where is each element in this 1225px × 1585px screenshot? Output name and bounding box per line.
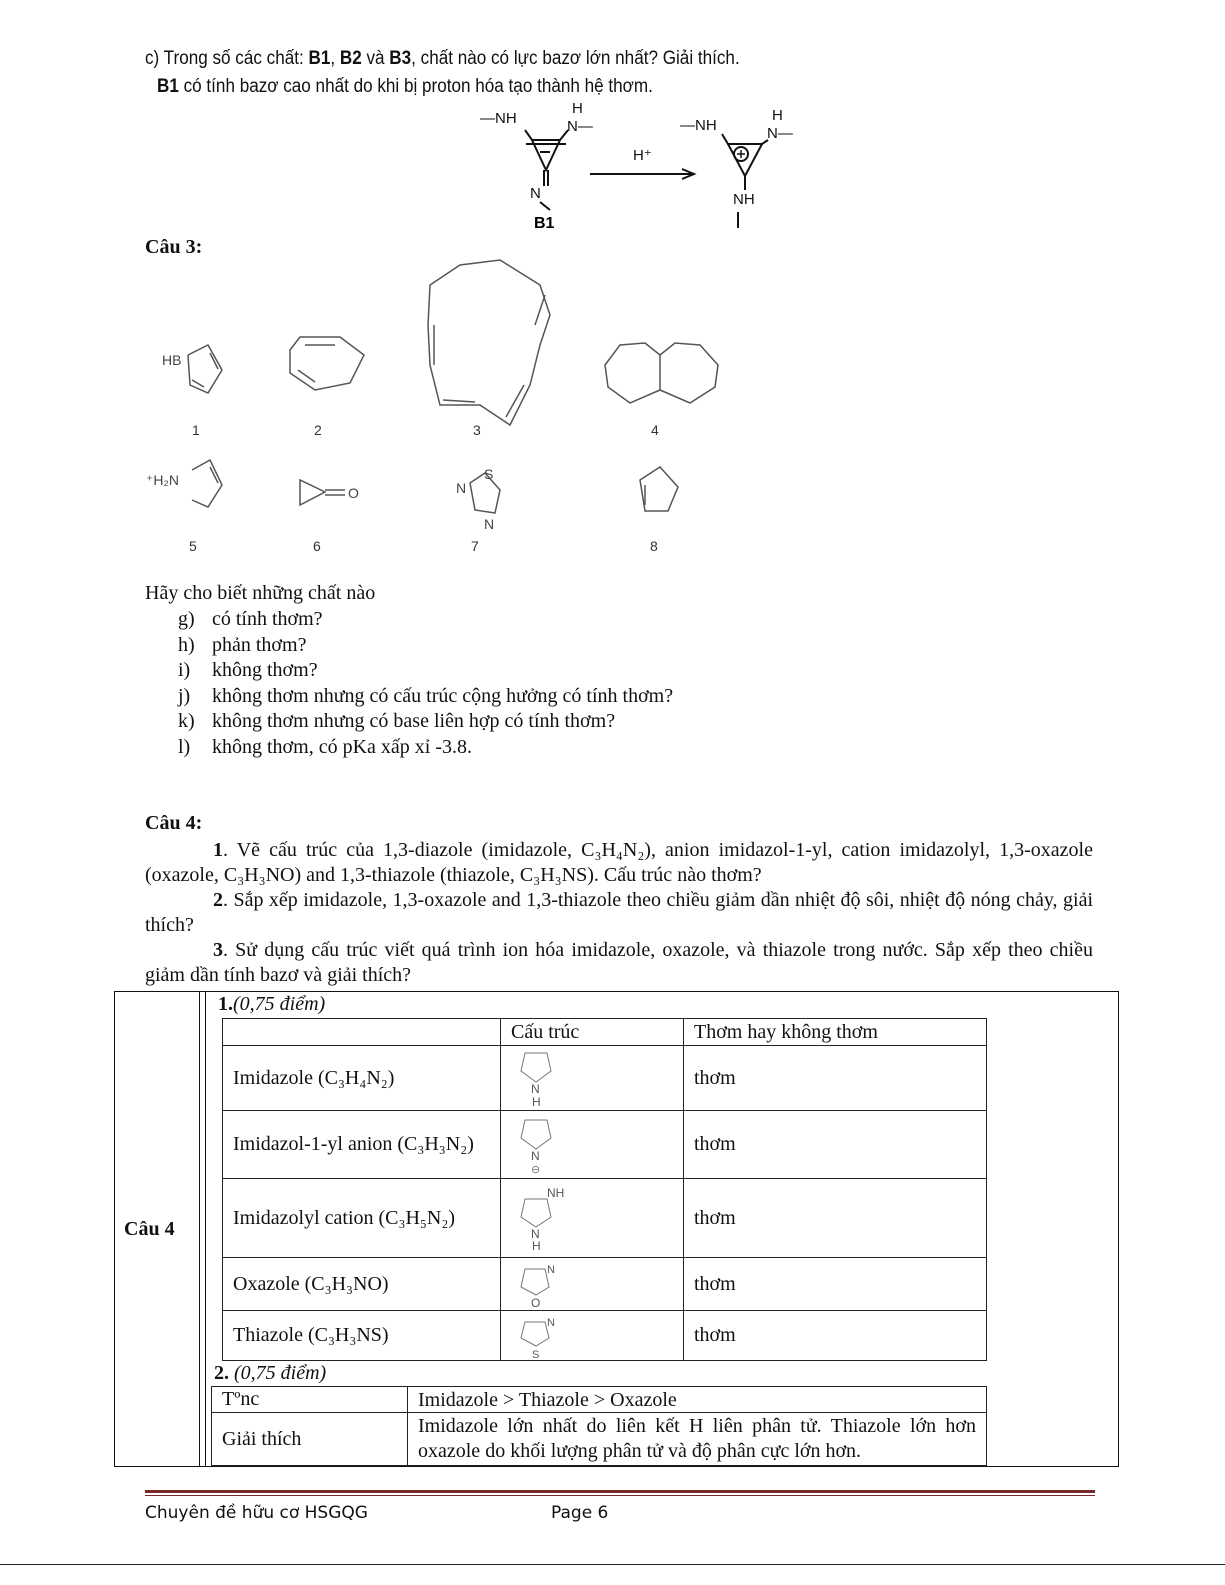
- svg-text:⊖: ⊖: [531, 1163, 541, 1174]
- header-cell: Cấu trúc: [501, 1019, 684, 1046]
- row-value: Imidazole > Thiazole > Oxazole: [408, 1387, 987, 1413]
- imidazole-structure: [511, 1049, 561, 1107]
- question-3: [145, 938, 1093, 988]
- table-header: [223, 1019, 987, 1046]
- list-item: [178, 658, 673, 684]
- text: . Sắp xếp imidazole, 1,3-oxazole and 1,3-thiazole theo chiều giảm dần nhiệt độ sôi, nhiệt độ nóng chảy, giải thích?: [145, 889, 1093, 936]
- svg-text:N: N: [531, 1082, 540, 1096]
- part1-heading: [218, 993, 325, 1016]
- compound-name: Thiazole (C₃H₃NS): [223, 1311, 501, 1361]
- svg-text:N—: N—: [767, 125, 793, 142]
- text: 1: [213, 839, 223, 861]
- table-row: [223, 1311, 987, 1361]
- item-text: không thơm nhưng có cấu trúc cộng hưởng có tính thơm?: [212, 684, 674, 707]
- item-letter: j): [178, 684, 191, 707]
- aromatic-result: thơm: [684, 1111, 987, 1179]
- imidazolium-structure: [511, 1185, 571, 1251]
- row-value: Imidazole lớn nhất do liên kết H liên phân tử. Thiazole lớn hơn oxazole do khối lượng phân tử và độ phân cực lớn hơn.: [408, 1413, 987, 1466]
- text: có tính bazơ cao nhất do khi bị proton hóa tạo thành hệ thơm.: [178, 76, 653, 97]
- text: , chất nào có lực bazơ lớn nhất? Giải thích.: [411, 48, 740, 69]
- svg-text:HB: HB: [162, 352, 182, 368]
- cau3-prompt: Hãy cho biết những chất nào: [145, 582, 376, 604]
- molecule-label: 2: [314, 422, 322, 438]
- boiling-point-table: [211, 1386, 987, 1466]
- part-c-question: [145, 48, 740, 70]
- part2-heading: [214, 1362, 326, 1385]
- item-letter: g): [178, 608, 195, 630]
- svg-text:N: N: [456, 480, 467, 496]
- item-text: không thơm nhưng có base liên hợp có tính thơm?: [212, 710, 616, 732]
- table-row: [223, 1046, 987, 1111]
- page-number: Page 6: [551, 1503, 609, 1523]
- svg-text:N: N: [547, 1264, 555, 1276]
- text: ,: [330, 48, 340, 69]
- table-row: [223, 1111, 987, 1179]
- reagent-label: H⁺: [633, 147, 652, 164]
- structure-cell: [501, 1046, 684, 1111]
- list-item: [178, 684, 673, 710]
- item-letter: l): [178, 735, 191, 758]
- svg-text:—NH: —NH: [680, 117, 717, 134]
- page-bottom-edge: [0, 1564, 1225, 1565]
- svg-text:⁺H₂N: ⁺H₂N: [146, 472, 180, 488]
- svg-text:NH: NH: [733, 191, 755, 208]
- text: (0,75 điểm): [233, 993, 326, 1015]
- svg-text:H: H: [772, 107, 783, 124]
- answer-row-label: Câu 4: [124, 1218, 175, 1240]
- svg-text:O: O: [348, 485, 359, 501]
- header-cell: Thơm hay không thơm: [684, 1019, 987, 1046]
- list-item: [178, 607, 673, 633]
- cau4-title: Câu 4:: [145, 812, 203, 834]
- header-cell: [223, 1019, 501, 1046]
- footer-title: Chuyên đề hữu cơ HSGQG: [145, 1503, 368, 1523]
- compound-name: Oxazole (C₃H₃NO): [223, 1258, 501, 1311]
- aromatic-result: thơm: [684, 1258, 987, 1311]
- text: B1: [157, 76, 179, 97]
- svg-text:—NH: —NH: [480, 110, 517, 127]
- svg-text:N: N: [531, 1148, 540, 1163]
- svg-text:N: N: [531, 1227, 540, 1241]
- text: và: [361, 48, 390, 69]
- footer-rule: [145, 1490, 1095, 1493]
- text: 2: [213, 889, 223, 911]
- column-divider: [199, 991, 206, 1466]
- svg-text:S: S: [532, 1348, 540, 1358]
- text: (0,75 điểm): [229, 1362, 327, 1384]
- text: 2.: [214, 1362, 229, 1384]
- item-text: có tính thơm?: [212, 608, 323, 630]
- table-row: [212, 1387, 987, 1413]
- structure-cell: [501, 1311, 684, 1361]
- item-letter: k): [178, 710, 195, 732]
- svg-text:NH: NH: [547, 1186, 565, 1200]
- item-letter: h): [178, 633, 195, 656]
- item-letter: i): [178, 659, 191, 681]
- svg-text:N: N: [547, 1316, 555, 1329]
- molecule-label: 5: [189, 538, 197, 554]
- list-item: [178, 709, 673, 735]
- text: B3: [389, 48, 412, 69]
- structure-cell: [501, 1179, 684, 1258]
- question-2: [145, 888, 1093, 938]
- text: 3: [213, 939, 223, 961]
- aromatic-result: thơm: [684, 1179, 987, 1258]
- svg-text:N—: N—: [567, 118, 593, 135]
- item-text: phản thơm?: [212, 633, 307, 656]
- imidazolide-structure: [511, 1116, 561, 1174]
- text: . Sử dụng cấu trúc viết quá trình ion hóa imidazole, oxazole, và thiazole trong nước. Sắp xếp theo chiều giảm dần tính bazơ và giải thích?: [145, 939, 1093, 986]
- structure-cell: [501, 1258, 684, 1311]
- part-c-answer: [157, 76, 653, 98]
- table-row: [212, 1413, 987, 1466]
- molecule-label: 4: [651, 422, 659, 438]
- item-text: không thơm?: [212, 659, 318, 681]
- molecule-label: 8: [650, 538, 658, 554]
- cau4-questions: [145, 838, 1093, 988]
- molecule-label: 3: [473, 422, 481, 438]
- b1-label: B1: [534, 215, 555, 232]
- svg-text:H: H: [532, 1239, 541, 1251]
- svg-text:S: S: [484, 466, 494, 482]
- row-label: Tºnc: [212, 1387, 408, 1413]
- table-row: [223, 1258, 987, 1311]
- svg-text:N: N: [484, 516, 495, 532]
- aromatic-result: thơm: [684, 1311, 987, 1361]
- question-1: [145, 838, 1093, 888]
- text: Imidazol-1-yl anion (C₃H₃N₂): [233, 1133, 474, 1155]
- text: B2: [339, 48, 362, 69]
- cau3-molecules: [140, 255, 740, 565]
- footer-rule-thin: [145, 1495, 1095, 1496]
- oxazole-structure: [511, 1261, 561, 1307]
- text: 1.: [218, 993, 233, 1015]
- svg-text:O: O: [531, 1296, 541, 1307]
- item-text: không thơm, có pKa xấp xỉ -3.8.: [212, 735, 472, 758]
- table-row: [223, 1179, 987, 1258]
- svg-text:H: H: [572, 100, 583, 117]
- molecule-label: 6: [313, 538, 321, 554]
- structure-cell: [501, 1111, 684, 1179]
- molecule-label: 7: [471, 538, 479, 554]
- compound-name: Imidazole (C₃H₄N₂): [223, 1046, 501, 1111]
- thiazole-structure: [511, 1314, 561, 1358]
- text: . Vẽ cấu trúc của 1,3-diazole (imidazole, C₃H₄N₂), anion imidazol-1-yl, cation imidazolyl, 1,3-oxazole (oxazole, C₃H₃NO) and 1,3-thiazole (thiazole, C₃H₃NS). Cấu trúc nào thơm?: [145, 839, 1093, 886]
- row-label: Giải thích: [212, 1413, 408, 1466]
- aromatic-result: thơm: [684, 1046, 987, 1111]
- svg-text:H: H: [532, 1095, 541, 1107]
- cau3-title: Câu 3:: [145, 236, 203, 258]
- list-item: [178, 735, 673, 761]
- aromaticity-table: [222, 1018, 987, 1361]
- molecule-label: 1: [192, 422, 200, 438]
- cau3-list: [178, 607, 673, 760]
- b1-protonation-scheme: [470, 100, 820, 235]
- list-item: [178, 633, 673, 659]
- text: c) Trong số các chất:: [145, 48, 309, 69]
- svg-text:N: N: [530, 185, 541, 202]
- compound-name: Imidazolyl cation (C₃H₅N₂): [223, 1179, 501, 1258]
- text: B1: [308, 48, 331, 69]
- compound-name: [223, 1111, 501, 1179]
